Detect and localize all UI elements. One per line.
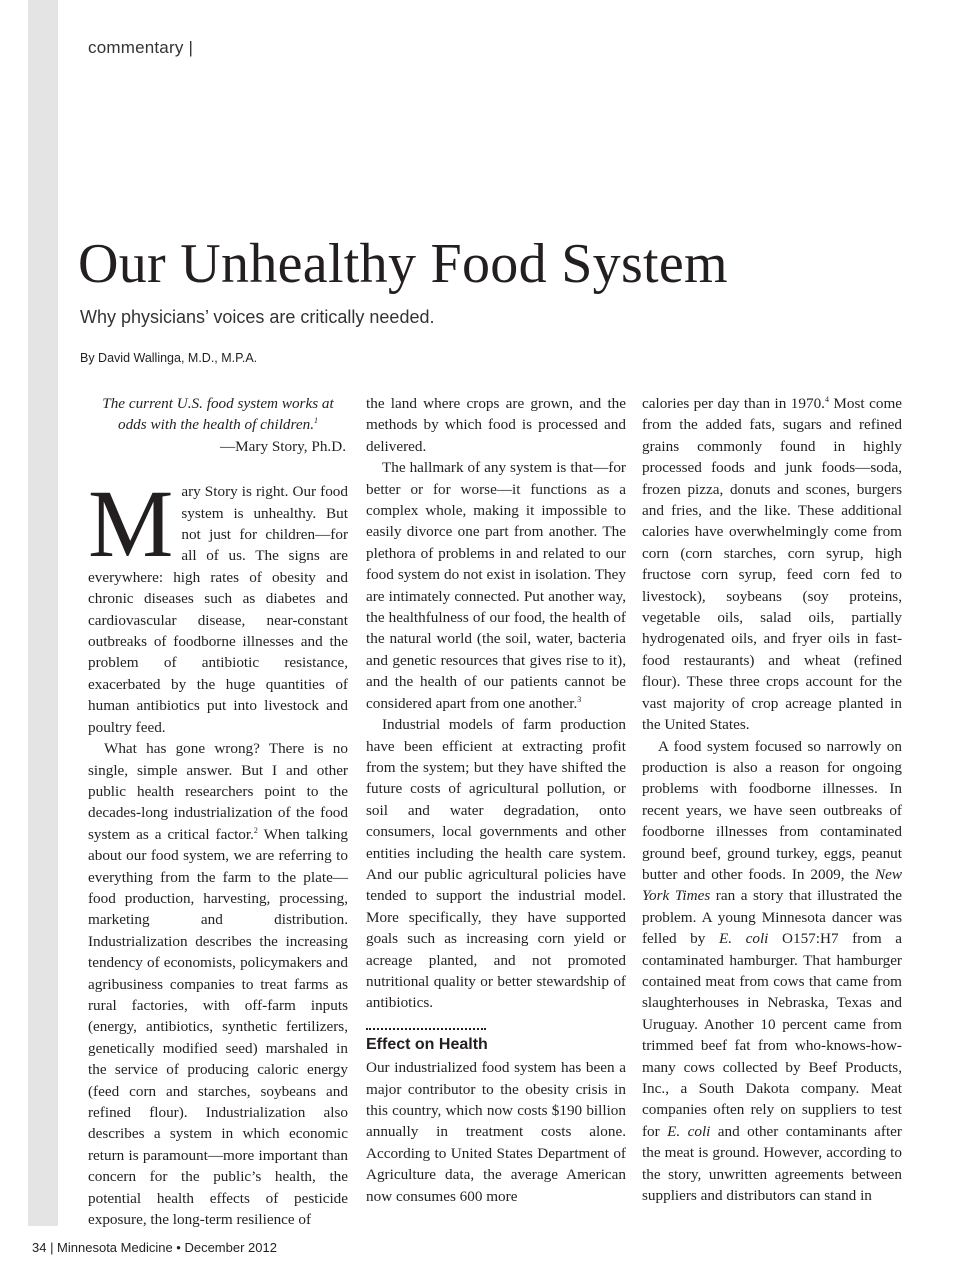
footnote-ref: 4 — [824, 394, 829, 404]
paragraph: Mary Story is right. Our food system is unhealthy. But not just for children—for all of us. The signs are everywhere: high rates of obesity and chronic diseases such as diabetes and cardiovascular disease, near-constant outbreaks of foodborne illnesses and the problem of antibiotic resistance, exacerbated by the huge quantities of human antibiotics put into livestock and poultry feed. — [88, 470, 348, 736]
paragraph: What has gone wrong? There is no single, simple answer. But I and other public health researchers point to the decades-long industrialization of the food system as a critical factor.$^2$ When talking about our food system, we are referring to everything from the farm to the plate—food production, harvesting, processing, marketing and distribution. Industrialization describes the increasing tendency of economists, policymakers and agribusiness companies to treat farms as rural factories, with off-farm inputs (energy, antibiotics, synthetic fertilizers, genetically modified seed) marshaled in the service of producing caloric energy (feed corn and starches, soybeans and refined flour). Industrialization also describes a system in which economic return is paramount—more important than concern for the public’s health, the potential health effects of pesticide exposure, the long-term resilience of — [88, 740, 348, 1229]
footnote-ref: 1 — [314, 416, 318, 426]
paragraph: The hallmark of any system is that—for better or for worse—it functions as a complex whole, making it impossible to easily divorce one part from another. The plethora of problems in and related to our food system do not exist in isolation. They are intimately connected. Put another way, the healthfulness of our food, the health of the natural world (the soil, water, bacteria and genetic resources that gives rise to it), and the health of our patients cannot be considered apart from one another.$^3$ — [366, 459, 626, 712]
article-subtitle: Why physicians’ voices are critically needed. — [80, 307, 435, 327]
species-name: E. coli — [718, 930, 769, 948]
epigraph — [88, 393, 348, 457]
paragraph: Industrial models of farm production have been efficient at extracting profit from the system; but they have shifted the future costs of agricultural pollution, or soil and water degradation, onto consumers, local governments and other entities including the health care system. And our public agricultural policies have tended to support the industrial model. More specifically, they have supported goals such as increasing corn yield or acreage planted, and not promoted nutritional quality or better stewardship of antibiotics. — [366, 716, 626, 1012]
paragraph: A food system focused so narrowly on production is also a reason for ongoing problems with foodborne illnesses. In recent years, we have seen outbreaks of foodborne illnesses from contaminated ground beef, ground turkey, eggs, peanut butter and other foods. In 2009, the New York Times ran a story that illustrated the problem. A young Minnesota dancer was felled by E. coli O157:H7 from a contaminated hamburger. That hamburger contained meat from cows that came from slaughterhouses in Nebraska, Texas and Uruguay. Another 10 percent came from trimmed beef fat from who-knows-how-many cows collected by Beef Products, Inc., a South Dakota company. Meat companies often rely on suppliers to test for E. coli and other contaminants after the meat is ground. However, according to the story, unwritten agreements between suppliers and distributors can stand in — [642, 737, 903, 1205]
byline: By David Wallinga, M.D., M.P.A. — [80, 351, 258, 365]
drop-cap: M — [88, 470, 174, 578]
page-footer: 34 | Minnesota Medicine • December 2012 — [32, 1240, 277, 1255]
publication-name: New York Times — [642, 865, 902, 905]
section-label: commentary | — [88, 38, 194, 57]
epigraph-attribution: —Mary Story, Ph.D. — [219, 437, 346, 455]
epigraph-quote: The current U.S. food system works at odds with the health of children.$^1$ — [102, 395, 334, 434]
paragraph: the land where crops are grown, and the methods by which food is processed and delivered. — [366, 395, 626, 455]
paragraph: Our industrialized food system has been a major contributor to the obesity crisis in this country, which now costs $190 billion annually in treatment costs alone. According to United States Department of Agriculture data, the average American now consumes 600 more — [366, 1059, 626, 1205]
column-1 — [88, 393, 348, 1230]
footnote-ref: 3 — [577, 694, 582, 704]
section-heading: Effect on Health — [366, 1035, 488, 1053]
section-divider — [366, 1028, 486, 1030]
column-2 — [366, 393, 626, 1207]
margin-bar — [28, 0, 58, 1226]
column-3 — [642, 393, 902, 1206]
species-name: E. coli — [667, 1122, 711, 1140]
footnote-ref: 2 — [253, 825, 258, 835]
article-title: Our Unhealthy Food System — [78, 233, 728, 295]
paragraph: calories per day than in 1970.$^4$ Most come from the added fats, sugars and refined grains commonly found in highly processed foods and junk foods—soda, frozen pizza, donuts and scones, burgers and fries, and the like. These additional calories have overwhelmingly come from corn (corn starches, corn syrup, high fructose corn syrup, feed corn fed to livestock), soybeans (soy proteins, vegetable oils, salad oils, partially hydrogenated oils, and fryer oils in fast-food restaurants) and wheat (refined flour). These three crops account for the vast majority of crop acreage planted in the United States. — [642, 394, 902, 734]
